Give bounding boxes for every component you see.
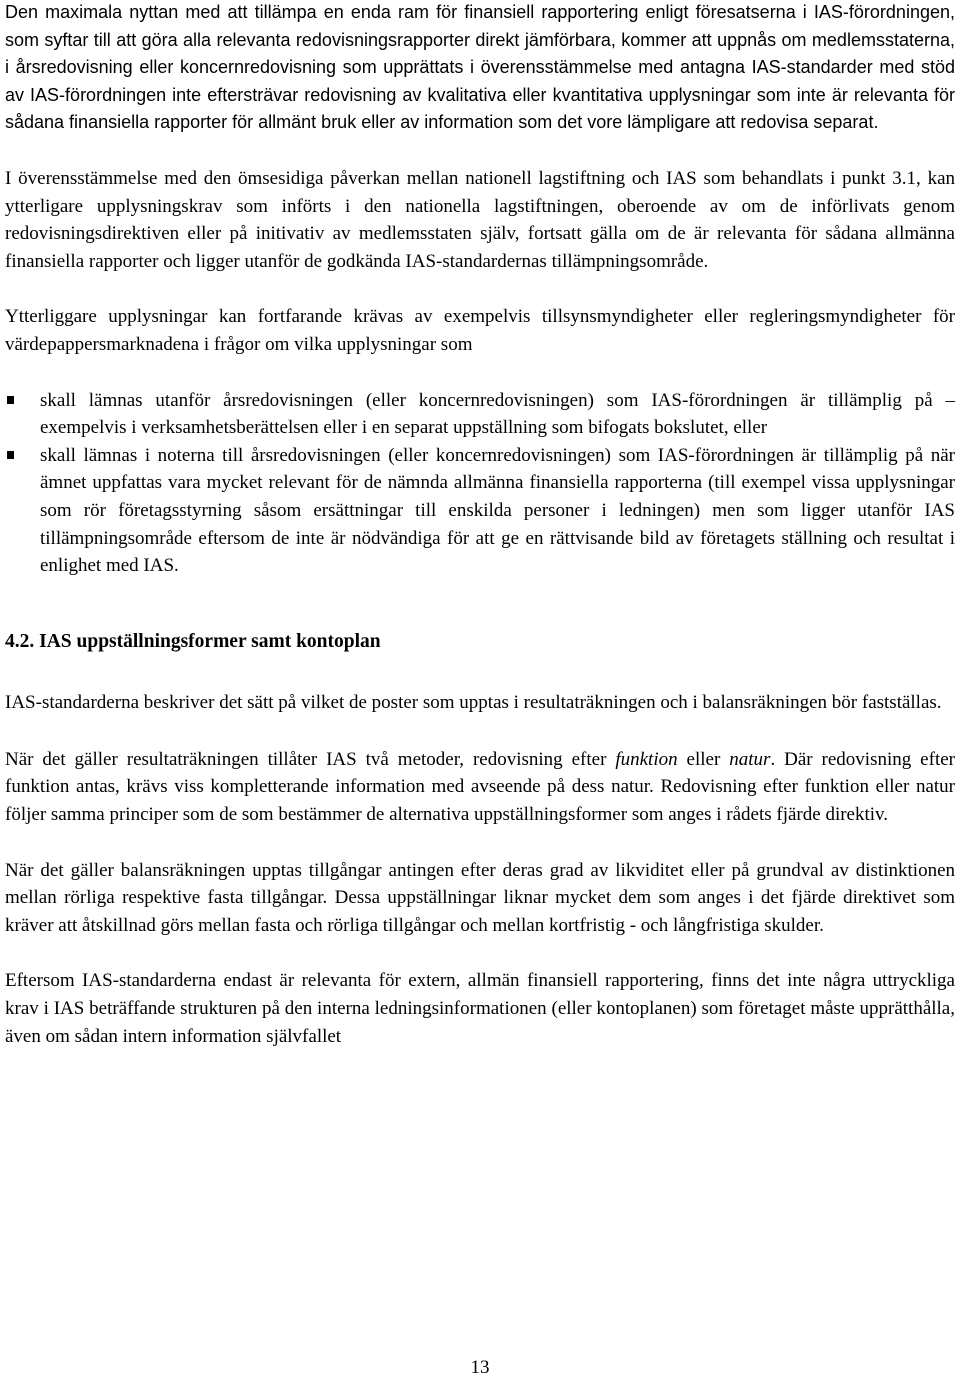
term-natur: natur — [729, 748, 771, 770]
paragraph-6: När det gäller balansräkningen upptas tillgångar antingen efter deras grad av likviditet eller på grundval av distinktionen mellan rörliga respektive fasta tillgångar. Dessa uppställningar liknar mycket dem som anges i det fjärde direktivet som kräver att åtskillnad görs mellan fasta och rörliga tillgångar och mellan kortfristig - och långfristiga skulder. — [5, 859, 955, 936]
section-heading: 4.2. IAS uppställningsformer samt kontoplan — [5, 630, 381, 652]
paragraph-1: Den maximala nyttan med att tillämpa en enda ram för finansiell rapportering enligt föresatserna i IAS-förordningen, som syftar till att göra alla relevanta redovisningsrapporter direkt jämförbara, kommer att uppnås om medlemsstaterna, i årsredovisning eller koncernredovisning som upprättats i överensstämmelse med antagna IAS-standarder med stöd av IAS-förordningen inte eftersträvar redovisning av kvalitativa eller kvantitativa upplysningar som inte är relevanta för sådana finansiella rapporter för allmänt bruk eller av information som det vore lämpligare att redovisa separat. — [5, 2, 955, 133]
paragraph-5 — [5, 746, 955, 829]
paragraph-5-text-b: eller — [677, 748, 730, 770]
paragraph-2: I överensstämmelse med den ömsesidiga påverkan mellan nationell lagstiftning och IAS som behandlats i punkt 3.1, kan ytterligare upplysningskrav som införts i den nationella lagstiftningen, oberoende av om de införlivats genom redovisningsdirektiven eller på initivativ av medlemsstaten själv, fortsatt gälla om de är relevanta för sådana allmänna finansiella rapporter och ligger utanför de godkända IAS-standardernas tillämpningsområde. — [5, 167, 955, 272]
term-funktion: funktion — [615, 748, 678, 770]
bullet-text: skall lämnas utanför årsredovisningen (eller koncernredovisningen) som IAS-förordningen är tillämplig på – exempelvis i verksamhetsberättelsen eller i en separat uppställning som bifogats bokslutet, eller — [40, 389, 955, 439]
paragraph-7: Eftersom IAS-standarderna endast är relevanta för extern, allmän finansiell rapportering, finns det inte några uttryckliga krav i IAS beträffande strukturen på den interna ledningsinformationen (eller kontoplanen) som företaget måste upprätthålla, även om sådan intern information självfallet — [5, 970, 955, 1047]
paragraph-5-text-a: När det gäller resultaträkningen tillåter IAS två metoder, redovisning efter — [5, 748, 616, 770]
list-item — [5, 387, 955, 442]
bullet-list — [5, 387, 955, 580]
bullet-text: skall lämnas i noterna till årsredovisningen (eller koncernredovisningen) som IAS-förordningen är tillämplig på när ämnet uppfattas vara mycket relevant för de nämnda allmänna finansiella rapporterna (till exempel vissa upplysningar som rör företagsstyrning såsom ersättningar till enskilda personer i ledningen) men som ligger utanför IAS tillämpningsområde eftersom de inte är nödvändiga för att ge en rättvisande bild av företagets ställning och resultat i enlighet med IAS. — [40, 444, 955, 577]
square-bullet-icon — [7, 451, 14, 459]
page-number: 13 — [470, 1357, 490, 1378]
paragraph-5-text-c: . Där redovisning efter funktion antas, krävs viss kompletterande information med avseende på dess natur. Redovisning efter funktion eller natur följer samma principer som de som bestämmer de alternativa uppställningsformer som anges i rådets fjärde direktiv. — [5, 748, 955, 826]
paragraph-4: IAS-standarderna beskriver det sätt på vilket de poster som upptas i resultaträkningen och i balansräkningen bör fastställas. — [5, 692, 942, 714]
document-page — [5, 0, 955, 1050]
list-item — [5, 442, 955, 580]
square-bullet-icon — [7, 396, 14, 404]
paragraph-3: Ytterliggare upplysningar kan fortfarande krävas av exempelvis tillsynsmyndigheter eller regleringsmyndigheter för värdepappersmarknadena i frågor om vilka upplysningar som — [5, 306, 955, 355]
